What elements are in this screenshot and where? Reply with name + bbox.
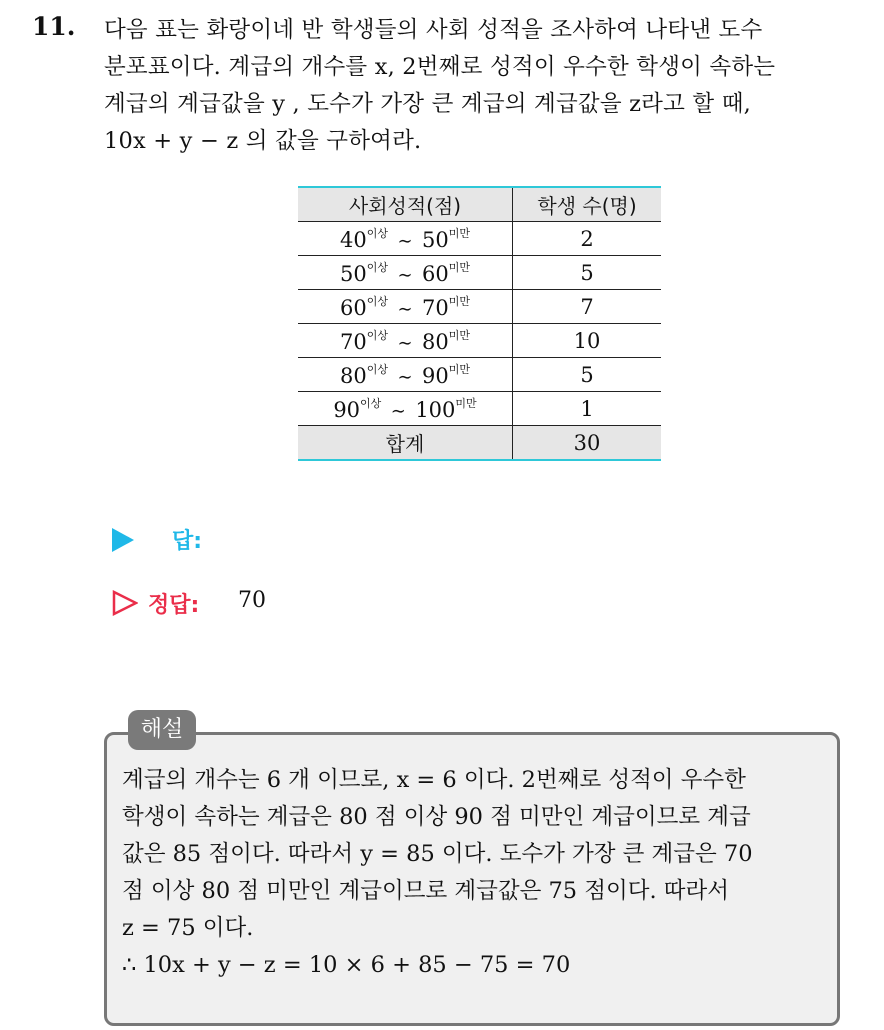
- header-count: 학생 수(명): [513, 187, 662, 222]
- header-score: 사회성적(점): [298, 187, 513, 222]
- frequency-table: [298, 186, 661, 461]
- table-row: [298, 222, 661, 256]
- explanation-line: 값은 85 점이다. 따라서 y = 85 이다. 도수가 가장 큰 계급은 70: [122, 841, 753, 867]
- table-row: [298, 358, 661, 392]
- correct-answer-value: 70: [238, 588, 266, 613]
- total-label: 합계: [298, 426, 513, 461]
- student-count: 10: [513, 324, 662, 358]
- student-count: 2: [513, 222, 662, 256]
- question-line: 10x + y − z 의 값을 구하여라.: [104, 128, 422, 154]
- question-line: 다음 표는 화랑이네 반 학생들의 사회 성적을 조사하여 나타낸 도수: [104, 17, 763, 43]
- explanation-text: [122, 762, 832, 984]
- correct-answer-label: 정답:: [148, 593, 200, 618]
- class-range: $60^{이상}$ ∼ $70^{미만}$: [340, 295, 470, 320]
- explanation-line: 점 이상 80 점 미만인 계급이므로 계급값은 75 점이다. 따라서: [122, 878, 729, 904]
- student-count: 7: [513, 290, 662, 324]
- table-total-row: [298, 426, 661, 461]
- correct-answer-arrow-icon: [112, 590, 138, 616]
- question-text: [104, 12, 864, 160]
- table-row: [298, 392, 661, 426]
- explanation-line: z = 75 이다.: [122, 915, 254, 941]
- student-count: 1: [513, 392, 662, 426]
- explanation-tab: 해설: [128, 710, 196, 750]
- question-line: 분포표이다. 계급의 개수를 x, 2번째로 성적이 우수한 학생이 속하는: [104, 54, 776, 80]
- explanation-line: 학생이 속하는 계급은 80 점 이상 90 점 미만인 계급이므로 계급: [122, 804, 751, 830]
- table-row: [298, 290, 661, 324]
- class-range: $80^{이상}$ ∼ $90^{미만}$: [340, 363, 470, 388]
- student-count: 5: [513, 256, 662, 290]
- explanation-line: ∴ 10x + y − z = 10 × 6 + 85 − 75 = 70: [122, 952, 571, 978]
- class-range: $50^{이상}$ ∼ $60^{미만}$: [340, 261, 470, 286]
- question-line: 계급의 계급값을 y , 도수가 가장 큰 계급의 계급값을 z라고 할 때,: [104, 91, 751, 117]
- explanation-line: 계급의 개수는 6 개 이므로, x = 6 이다. 2번째로 성적이 우수한: [122, 767, 746, 793]
- table-row: [298, 256, 661, 290]
- class-range: $70^{이상}$ ∼ $80^{미만}$: [340, 329, 470, 354]
- answer-arrow-icon: [112, 528, 134, 552]
- class-range: $90^{이상}$ ∼ $100^{미만}$: [333, 397, 477, 422]
- total-value: 30: [513, 426, 662, 461]
- table-row: [298, 324, 661, 358]
- class-range: $40^{이상}$ ∼ $50^{미만}$: [340, 227, 470, 252]
- table-header-row: [298, 187, 661, 222]
- question-number: 11.: [32, 12, 76, 41]
- answer-label: 답:: [172, 529, 203, 554]
- student-count: 5: [513, 358, 662, 392]
